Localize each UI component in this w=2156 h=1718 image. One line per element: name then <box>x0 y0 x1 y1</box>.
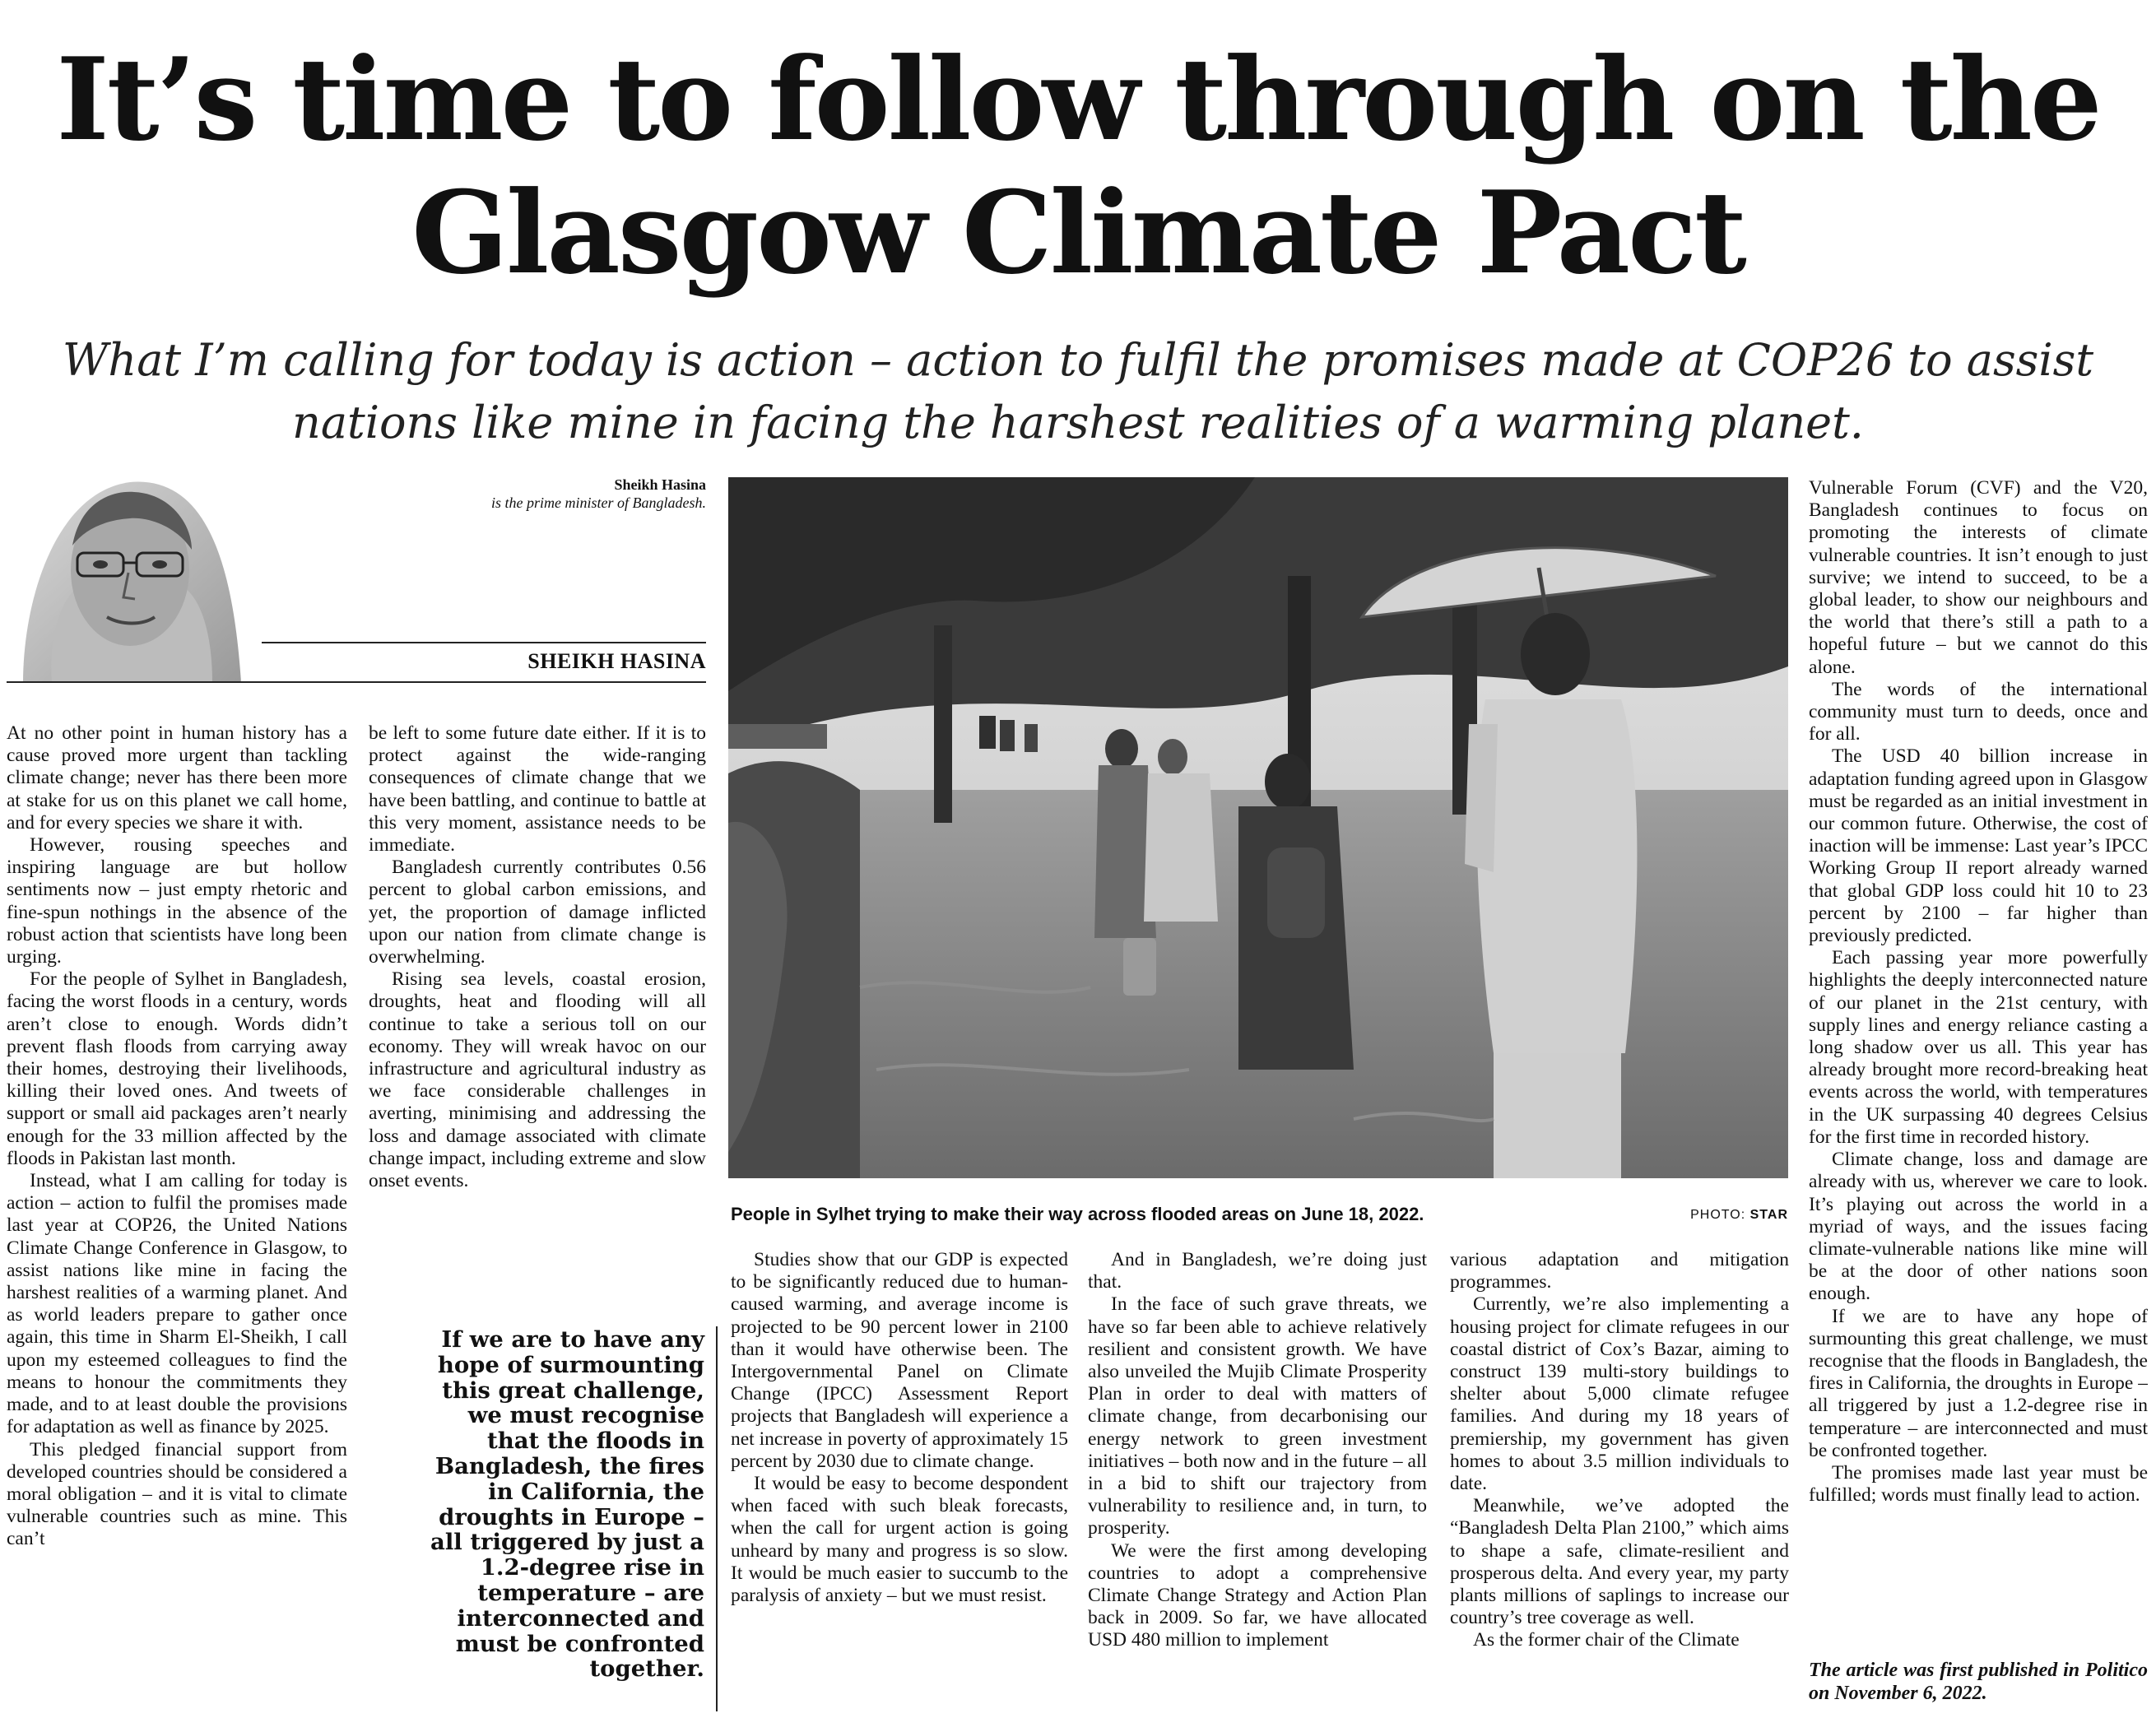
paragraph: Climate change, loss and damage are already with us, wherever we care to look. It’s playing out across the world in a myriad of ways, and the issues facing climate-vulnerable nations like mine will be at the door of other nations soon enough. <box>1809 1149 2148 1305</box>
paragraph: For the people of Sylhet in Bangladesh, facing the worst floods in a century, words aren’t close to enough. Words didn’t prevent flash floods from carrying away their homes, destroying their livelihoods, killing their loved ones. And tweets of support or small aid packages aren’t nearly enough for the 33 million affected by the floods in Pakistan last month. <box>7 968 347 1169</box>
photo-credit-source: STAR <box>1749 1208 1788 1222</box>
paragraph: Currently, we’re also implementing a housing project for climate refugees in our coastal district of Cox’s Bazar, aiming to construct 139 multi-story buildings to shelter about 5,000 climate refugee families. And during my 18 years of premiership, my government has given homes to about 3.5 million individuals to date. <box>1450 1293 1789 1495</box>
paragraph: As the former chair of the Climate <box>1473 1629 1740 1651</box>
photo-credit-label: PHOTO: <box>1690 1208 1746 1222</box>
paragraph: Instead, what I am calling for today is action – action to fulfil the promises made last year at COP26, the United Nations Climate Change Conference in Glasgow, to assist nations like mine in facing the harshest realities of a warming planet. And as world leaders prepare to gather once again, this time in Sharm El-Sheikh, I call upon my esteemed colleagues to find the means to honour the commitments they made, and to at least double the provisions for adaptation as well as finance by 2025. <box>7 1170 347 1438</box>
pull-quote-rule <box>716 1326 718 1711</box>
paragraph: Rising sea levels, coastal erosion, droughts, heat and flooding will all continue to take a serious toll on our economy. They will wreak havoc on our infrastructure and agricultural industry as we face considerable challenges in averting, minimising and addressing the loss and damage associated with climate change impact, including extreme and slow onset events. <box>369 968 706 1192</box>
article-column-4 <box>1088 1249 1427 1714</box>
paragraph: Vulnerable Forum (CVF) and the V20, Bangladesh continues to focus on promoting the interests of climate vulnerable countries. It isn’t enough to just survive; we intend to succeed, to be a global leader, to show our neighbours and the world that there’s still a path to a hopeful future – but we cannot do this alone. <box>1809 477 2148 678</box>
paragraph: At no other point in human history has a cause proved more urgent than tackling climate change; never has there been more at stake for us on this planet we call home, and for every species we share it with. <box>7 722 347 833</box>
paragraph: The words of the international community must turn to deeds, once and for all. <box>1809 678 2148 745</box>
paragraph: Bangladesh currently contributes 0.56 percent to global carbon emissions, and yet, the proportion of damage inflicted upon our nation from climate change is overwhelming. <box>369 857 706 968</box>
deck-subheadline: What I’m calling for today is action – action to fulfil the promises made at COP26 to assist nations like mine in facing the harshest realities of a warming planet. <box>62 334 2094 448</box>
paragraph: The promises made last year must be fulfilled; words must finally lead to action. <box>1809 1461 2148 1507</box>
headline: It’s time to follow through on the Glasgow Climate Pact <box>56 32 2100 299</box>
paragraph: However, rousing speeches and inspiring language are but hollow sentiments now – just empty rhetoric and fine-spun nothings in the absence of the robust action that scientists have long been urging. <box>7 834 347 968</box>
paragraph: And in Bangladesh, we’re doing just that. <box>1088 1249 1427 1293</box>
paragraph: The USD 40 billion increase in adaptation funding agreed upon in Glasgow must be regarded as an initial investment in our common future. Otherwise, the cost of inaction will be immense: Last year’s IPCC Working Group II report already warned that global GDP loss could hit 10 to 23 percent by 2100 – far higher than previously predicted. <box>1809 745 2148 947</box>
byline-bottom-rule <box>7 681 706 683</box>
article-column-5 <box>1450 1249 1789 1714</box>
article-column-3 <box>731 1249 1068 1714</box>
paragraph: In the face of such grave threats, we have so far been able to achieve relatively resilient and consistent growth. We have also unveiled the Mujib Climate Prosperity Plan in order to deal with matters of climate change, from decarbonising our energy network to green investment initiatives – both now and in the future – all in a bid to shift our trajectory from vulnerability to resilience and, in turn, to prosperity. <box>1088 1293 1427 1539</box>
paragraph: be left to some future date either. If it is to protect against the wide-ranging consequences of climate change that we have been battling, and continue to battle at this very moment, assistance needs to be immediate. <box>369 722 706 857</box>
paragraph: This pledged financial support from developed countries should be considered a moral obligation – and it is vital to climate vulnerable countries such as mine. This can’t <box>7 1438 347 1550</box>
flood-photo <box>728 477 1788 1178</box>
pull-quote: If we are to have any hope of surmounting this great challenge, we must recognise that the floods in Bangladesh, the fires in California, the droughts in Europe – all triggered by just a 1.2-degree rise in temperature – are interconnected and must be confronted together. <box>430 1326 704 1683</box>
author-name-small: Sheikh Hasina <box>614 476 706 493</box>
paragraph: Studies show that our GDP is expected to be significantly reduced due to human-caused warming, and average income is projected to be 90 percent lower in 2100 than it would have otherwise been. The Intergovernmental Panel on Climate Change (IPCC) Assessment Report projects that Bangladesh will experience a net increase in poverty of approximately 15 percent by 2030 due to climate change. <box>731 1249 1068 1472</box>
paragraph: It would be easy to become despondent when faced with such bleak forecasts, when the call for urgent action is going unheard by many and progress is so slow. It would be much easier to succumb to the paralysis of anxiety – but we must resist. <box>731 1473 1068 1607</box>
photo-caption: People in Sylhet trying to make their way across flooded areas on June 18, 2022. <box>731 1204 1424 1224</box>
article-column-1 <box>7 722 347 1714</box>
paragraph: various adaptation and mitigation programmes. <box>1450 1249 1789 1293</box>
photo-credit <box>1613 1208 1788 1223</box>
publication-note: The article was first published in Politico on November 6, 2022. <box>1809 1660 2148 1704</box>
author-title: is the prime minister of Bangladesh. <box>491 495 706 511</box>
author-byline: SHEIKH HASINA <box>527 649 706 673</box>
byline-rule <box>262 642 706 643</box>
author-credit <box>272 476 706 512</box>
article-column-2 <box>369 722 706 1298</box>
author-portrait <box>7 467 262 683</box>
paragraph: Each passing year more powerfully highlights the deeply interconnected nature of our planet in the 21st century, with supply lines and energy reliance casting a long shadow over us all. This year has already brought more record-breaking heat events across the world, with temperatures in the UK surpassing 40 degrees Celsius for the first time in recorded history. <box>1809 947 2148 1148</box>
paragraph: Meanwhile, we’ve adopted the “Bangladesh Delta Plan 2100,” which aims to shape a safe, climate-resilient and prosperous delta. And every year, my party plants millions of saplings to increase our country’s tree coverage as well. <box>1450 1495 1789 1629</box>
article-column-6 <box>1809 477 2148 1655</box>
paragraph: If we are to have any hope of surmounting this great challenge, we must recognise that the floods in Bangladesh, the fires in California, the droughts in Europe – all triggered by just a 1.2-degree rise in temperature – are interconnected and must be confronted together. <box>1809 1305 2148 1461</box>
paragraph: We were the first among developing countries to adopt a comprehensive Climate Change Strategy and Action Plan back in 2009. So far, we have allocated USD 480 million to implement <box>1088 1539 1427 1651</box>
